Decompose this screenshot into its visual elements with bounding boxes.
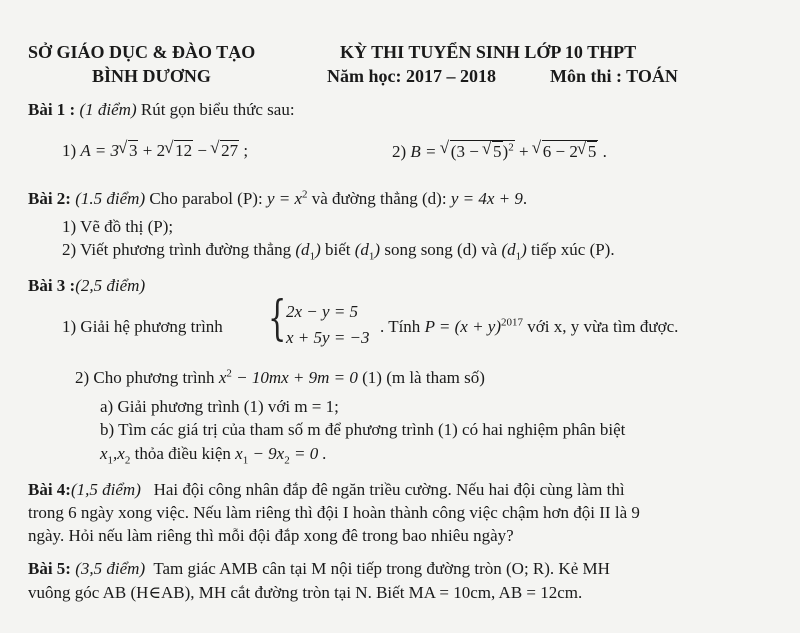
bai3-item1-label: 1) Giải hệ phương trình (62, 317, 223, 336)
bai1-heading (28, 100, 295, 120)
d1-label: $(d_1)$ (501, 240, 527, 263)
quadratic-eq: $x^2 - 10mx + 9m = 0$ (218, 367, 358, 387)
p-expression: P = (x + y) (424, 317, 501, 336)
bai2-prompt: Cho parabol (P): (149, 189, 263, 208)
bai1-points: (1 điểm) (79, 100, 137, 119)
expr-part: + 2 (138, 141, 166, 160)
bai1-prompt: Rút gọn biểu thức sau: (140, 100, 295, 119)
radicand: 12 (175, 141, 193, 160)
item-text: tiếp xúc (P). (531, 240, 615, 259)
bai3-sub-b: b) Tìm các giá trị của tham số m để phương trình (1) có hai nghiệm phân biệt (100, 420, 626, 439)
bai4-line1 (28, 480, 625, 500)
bai5-points: (3,5 điểm) (75, 559, 146, 578)
expr-part: (3 − (450, 142, 484, 161)
exponent: 2 (508, 141, 514, 154)
bai3-item2 (75, 368, 485, 388)
item-number: 1) (62, 141, 77, 160)
bai2-title: Bài 2: (28, 189, 71, 208)
radicand: 5 (493, 142, 502, 161)
item-text: . Tính (380, 317, 421, 336)
school-year: Năm học: 2017 – 2018 (327, 66, 496, 86)
radical-icon (165, 140, 193, 161)
exponent: 2017 (501, 316, 523, 329)
expr-part: − (193, 141, 212, 160)
bai2-item2 (62, 240, 615, 263)
bai3-sub-b-cont (100, 444, 327, 467)
radical-icon (533, 140, 599, 162)
item-text: biết (324, 240, 351, 259)
radicand: 3 (128, 141, 138, 160)
bai1-item2 (392, 140, 607, 162)
bai3-points: (2,5 điểm) (75, 276, 146, 295)
item-number: 2) (392, 142, 407, 161)
expr-part: . (598, 142, 607, 161)
bai1-item1 (62, 140, 248, 161)
bai4-title: Bài 4: (28, 480, 71, 499)
item-text: thỏa điều kiện (134, 444, 231, 463)
roots-label: $x_1,x_2$ (100, 444, 131, 467)
condition-eq: $x_1 - 9x_2 = 0$ . (235, 444, 327, 467)
line-eq: y = 4x + 9 (450, 189, 523, 208)
radical-icon (483, 141, 503, 162)
bai5-line1 (28, 559, 610, 579)
bai4-points: (1,5 điểm) (70, 480, 141, 499)
bai3-sub-a: a) Giải phương trình (1) với m = 1; (100, 397, 339, 416)
bai5-title: Bài 5: (28, 559, 71, 578)
item-text: với x, y vừa tìm được. (527, 317, 679, 336)
radical-icon (211, 140, 239, 161)
punct: . (522, 189, 528, 208)
bai5-text: Tam giác AMB cân tại M nội tiếp trong đường tròn (O; R). Kẻ MH (153, 559, 610, 578)
expr-part: ) (502, 142, 509, 161)
radical-icon (578, 141, 598, 162)
bai2-heading (28, 189, 527, 209)
bai4-line2: trong 6 ngày xong việc. Nếu làm riêng thì đội I hoàn thành công việc chậm hơn đội II là 9 (28, 503, 640, 522)
bai4-text: Hai đội công nhân đắp đê ngăn triều cường. Nếu hai đội cùng làm thì (153, 480, 625, 499)
province-name: BÌNH DƯƠNG (92, 66, 211, 86)
radicand: 5 (587, 142, 597, 161)
bai4-line3: ngày. Hỏi nếu làm riêng thì mỗi đội đắp xong đê trong bao nhiêu ngày? (28, 526, 514, 545)
item-text: song song (d) và (384, 240, 498, 259)
brace-icon: { (268, 290, 287, 346)
exponent: 2 (302, 188, 308, 201)
subject: Môn thi : TOÁN (550, 66, 678, 86)
radical-icon (441, 140, 515, 162)
bai3-item1-rest (380, 317, 678, 337)
radical-icon (119, 140, 139, 161)
expr-part: A = 3 (80, 141, 119, 160)
expr-part: + (514, 142, 533, 161)
bai5-line2: vuông góc AB (H∈AB), MH cắt đường tròn tại N. Biết MA = 10cm, AB = 12cm. (28, 583, 583, 602)
d1-label: $(d_1)$ (354, 240, 381, 263)
bai1-title: Bài 1 : (28, 100, 76, 119)
system-eq-2: x + 5y = −3 (286, 328, 370, 347)
system-eq-1: 2x − y = 5 (286, 302, 359, 321)
parabola-eq: y = x (266, 189, 302, 208)
item-text: 2) Cho phương trình (75, 368, 215, 387)
radicand: 27 (221, 141, 239, 160)
exam-title: KỲ THI TUYỂN SINH LỚP 10 THPT (340, 42, 637, 62)
item-text: (1) (m là tham số) (362, 368, 485, 387)
bai3-title: Bài 3 : (28, 276, 76, 295)
expr-part: B = (410, 142, 441, 161)
expr-part: ; (239, 141, 249, 160)
item-text: 2) Viết phương trình đường thẳng (62, 240, 292, 259)
radicand: 6 − 2 (542, 142, 578, 161)
equation-system (268, 290, 378, 348)
bai2-prompt-line: và đường thẳng (d): (311, 189, 447, 208)
d1-label: $(d_1)$ (295, 240, 321, 263)
bai2-points: (1.5 điểm) (75, 189, 146, 208)
bai2-item1: 1) Vẽ đồ thị (P); (62, 217, 174, 236)
bai3-heading (28, 276, 145, 296)
department-name: SỞ GIÁO DỤC & ĐÀO TẠO (28, 42, 256, 62)
